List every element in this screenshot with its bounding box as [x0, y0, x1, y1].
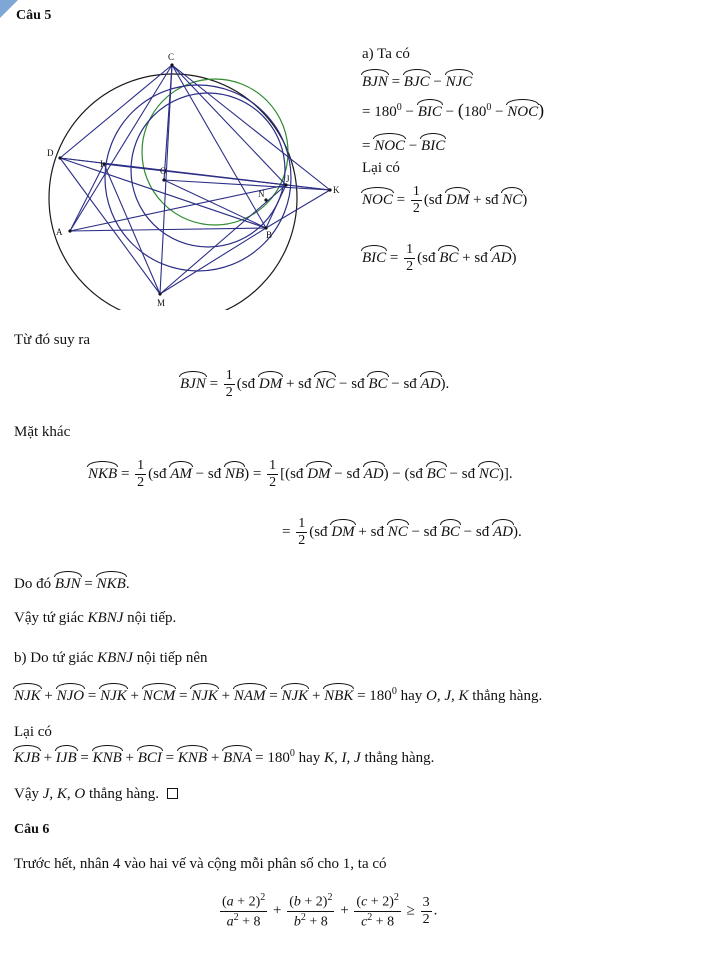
eq-kjb-sum: KJB + IJB = KNB + BCI = KNB + BNA = $180^0$ hay K, I, J thẳng hàng.	[14, 748, 435, 766]
part-b-end: nội tiếp nên	[136, 650, 208, 666]
label-n: N	[258, 189, 265, 199]
eq-bjn-step: = $180^0$ − BIC − $(180^0 - NOC)$	[362, 100, 545, 120]
do-do-text: Do đó	[14, 576, 52, 592]
cau6-heading: Câu 6	[14, 822, 50, 837]
cau6-intro-1: Trước hết, nhân	[14, 856, 110, 872]
thang-hang-2: thẳng hàng.	[364, 750, 435, 766]
cau6-intro	[14, 856, 387, 873]
label-d: D	[47, 148, 54, 158]
eq-bjn-def: BJN = BJC − NJC	[362, 74, 473, 90]
label-m: M	[157, 298, 166, 308]
mat-khac: Mặt khác	[14, 424, 71, 440]
vay-text: Vậy tứ giác	[14, 610, 84, 626]
conclusion-line	[14, 786, 178, 803]
thang-hang-1: thẳng hàng.	[472, 688, 543, 704]
eq-nkb: NKB = $\frac{1}{2}$ (sđ AM − sđ NB) = $\frac{1}{2}$ [(sđ DM − sđ AD) − (sđ BC − sđ NC)].	[88, 458, 513, 491]
eq-nkb-result: = $\frac{1}{2}$ (sđ DM + sđ NC − sđ BC − sđ AD).	[282, 516, 522, 549]
green-circle	[142, 79, 288, 225]
points-kij: K, I, J	[324, 750, 361, 766]
part-b-label: b) Do tứ giác	[14, 650, 94, 666]
points-ojk: O, J, K	[425, 688, 469, 704]
cau6-intro-num: 4	[112, 856, 121, 872]
eq-bjn-result: = NOC − BIC	[362, 138, 446, 154]
cau5-heading: Câu 5	[16, 8, 52, 23]
lai-co-2: Lại có	[14, 724, 52, 740]
quad-kbnj: KBNJ	[87, 610, 124, 626]
eq-bic: BIC = $\frac{1}{2}$ (sđ BC + sđ AD)	[362, 242, 517, 275]
qed-square-icon	[167, 788, 178, 799]
label-o: O	[160, 166, 167, 176]
label-j: J	[286, 174, 290, 184]
noi-tiep-text: nội tiếp.	[127, 610, 177, 626]
hay-1: hay	[400, 688, 423, 704]
do-do-line: Do đó BJN = NKB.	[14, 576, 130, 592]
geometry-figure	[40, 40, 360, 310]
tu-do-suy-ra: Từ đó suy ra	[14, 332, 91, 348]
hay-2: hay	[298, 750, 321, 766]
label-b: B	[266, 230, 273, 240]
lai-co-1: Lại có	[362, 160, 400, 176]
vay-noi-tiep	[14, 610, 176, 627]
eq-njk-sum: NJK + NJO = NJK + NCM = NJK + NAM = NJK + NBK = $180^0$ hay O, J, K thẳng hàng.	[14, 686, 543, 704]
label-k: K	[333, 185, 340, 195]
label-c: C	[168, 52, 175, 62]
label-a: A	[56, 227, 63, 237]
eq-bjn-final: BJN = $\frac{1}{2}$ (sđ DM + sđ NC − sđ BC − sđ AD).	[180, 368, 450, 401]
label-i: I	[100, 159, 103, 169]
part-a-label: a) Ta có	[362, 46, 410, 62]
points-jko: J, K, O	[42, 786, 86, 802]
vay-2: Vậy	[14, 786, 39, 802]
quad-kbnj-b: KBNJ	[97, 650, 133, 666]
part-b-line	[14, 650, 208, 667]
eq-noc: NOC = $\frac{1}{2}$ (sđ DM + sđ NC)	[362, 184, 528, 217]
cau6-intro-2: vào hai vế và cộng mỗi phân số cho 1, ta có	[124, 856, 387, 872]
thang-hang-3: thẳng hàng.	[89, 786, 159, 802]
eq-cau6-inequality: $\frac{(a + 2)^2}{a^2 + 8}$ + $\frac{(b + 2)^2}{b^2 + 8}$ + $\frac{(c + 2)^2}{c^2 + 8}$ ≥ $\frac{3}{2}$ .	[222, 892, 438, 930]
